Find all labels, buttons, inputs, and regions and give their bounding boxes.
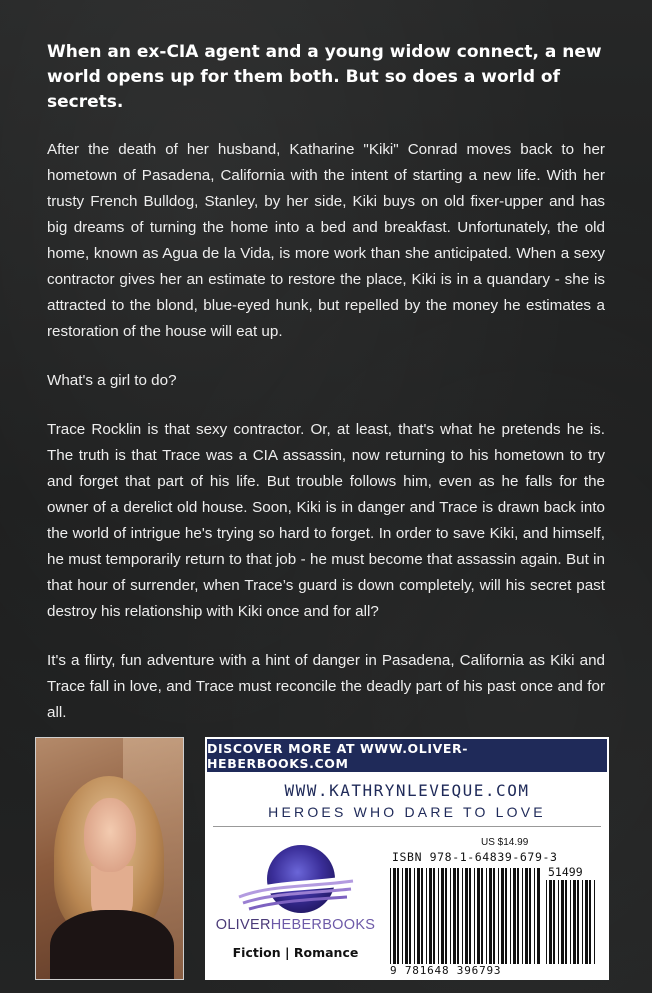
barcode-bar [589, 880, 591, 964]
genre-label: Fiction | Romance [232, 945, 359, 960]
barcode-bar [474, 868, 475, 964]
barcode-bar [402, 868, 403, 964]
barcode-bar [441, 868, 444, 964]
barcode-bar [462, 868, 463, 964]
addon-barcode-icon [546, 880, 598, 964]
author-website[interactable]: WWW.KATHRYNLEVEQUE.COM [284, 781, 530, 800]
barcode-bar [486, 868, 487, 964]
barcode-bar [409, 868, 411, 964]
barcode-bar [549, 880, 552, 964]
barcode-bar [546, 880, 547, 964]
barcode-bar [421, 868, 423, 964]
divider [213, 826, 601, 827]
barcode-bar [489, 868, 492, 964]
barcode-bar [397, 868, 399, 964]
barcode-bar [414, 868, 415, 964]
barcode-bar [438, 868, 439, 964]
barcode-bar [505, 868, 507, 964]
publisher-logo-area [213, 837, 378, 973]
barcode-area [388, 837, 602, 977]
ean-13-barcode-icon [390, 868, 540, 964]
barcode-bar [493, 868, 495, 964]
barcode-bar [577, 880, 579, 964]
barcode-bar [553, 880, 555, 964]
barcode-bar [498, 868, 499, 964]
discover-banner[interactable]: DISCOVER MORE AT WWW.OLIVER-HEBERBOOKS.COM [207, 739, 607, 772]
barcode-bar [469, 868, 471, 964]
barcode-bar [558, 880, 559, 964]
sun-over-waves-logo-icon [235, 839, 355, 921]
barcode-bar [405, 868, 408, 964]
barcode-bar [501, 868, 504, 964]
blurb-paragraph-1: After the death of her husband, Katharine "Kiki" Conrad moves back to her hometown of Pasadena, California with the intent of starting a new life. With her trusty French Bulldog, Stanley, by her side, Kiki buys on old fixer-upper and has big dreams of turning the home into a bed and breakfast. Unfortunately, the old home, known as Agua de la Vida, is more work than she anticipated. When a sexy contractor gives her an estimate to restore the place, Kiki is in a quandary - she is attracted to the blond, blue-eyed hunk, but repelled by the money he estimates a restoration of the house will eat up. [47, 141, 605, 340]
blurb-paragraph-2: What's a girl to do? [47, 372, 177, 389]
barcode-bar [517, 868, 519, 964]
barcode-bar [433, 868, 435, 964]
publisher-info-box [205, 737, 609, 980]
back-cover-text [47, 40, 605, 749]
publisher-name: OLIVERHEBERBOOKS [215, 917, 376, 933]
barcode-bar [393, 868, 396, 964]
barcode-bar [573, 880, 576, 964]
isbn-label: ISBN 978-1-64839-679-3 [392, 850, 558, 864]
barcode-bar [426, 868, 427, 964]
barcode-bar [417, 868, 420, 964]
blurb-paragraph-3: Trace Rocklin is that sexy contractor. Or, at least, that's what he pretends he is. The truth is that Trace was a CIA assassin, now returning to his hometown to try and forget that part of his life. But trouble follows him, even as he falls for the owner of a derelict old house. Soon, Kiki is in danger and Trace is drawn back into the world of intrigue he's trying so hard to forget. In order to save Kiki, and himself, he must temporarily return to that job - he must become that assassin again. But in that hour of surrender, when Trace’s guard is down completely, will his secret past destroy his relationship with Kiki once and for all? [47, 421, 605, 620]
barcode-bar [513, 868, 516, 964]
price-label: US $14.99 [481, 837, 529, 848]
barcode-bar [537, 868, 540, 964]
barcode-bar [561, 880, 564, 964]
barcode-bar [453, 868, 456, 964]
barcode-bar [529, 868, 531, 964]
barcode-bar [594, 880, 595, 964]
barcode-bar [582, 880, 583, 964]
barcode-bar [525, 868, 528, 964]
barcode-bar [585, 880, 588, 964]
barcode-bar [534, 868, 535, 964]
barcode-bar [465, 868, 468, 964]
barcode-bar [522, 868, 523, 964]
author-photo [35, 737, 184, 980]
addon-code: 51499 [548, 865, 583, 879]
barcode-bar [510, 868, 511, 964]
barcode-bar [390, 868, 391, 964]
barcode-bar [570, 880, 571, 964]
tagline: When an ex-CIA agent and a young widow connect, a new world opens up for them both. But so does a world of secrets. [47, 42, 602, 112]
ean-digits: 9 781648 396793 [390, 964, 502, 977]
barcode-bar [477, 868, 480, 964]
barcode-bar [481, 868, 483, 964]
barcode-bar [445, 868, 447, 964]
barcode-bar [450, 868, 451, 964]
barcode-bar [457, 868, 459, 964]
blurb-paragraph-4: It's a flirty, fun adventure with a hint of danger in Pasadena, California as Kiki and Trace fall in love, and Trace must reconcile the deadly part of his past once and for all. [47, 652, 605, 721]
author-motto: HEROES WHO DARE TO LOVE [268, 804, 546, 820]
barcode-bar [429, 868, 432, 964]
barcode-bar [565, 880, 567, 964]
